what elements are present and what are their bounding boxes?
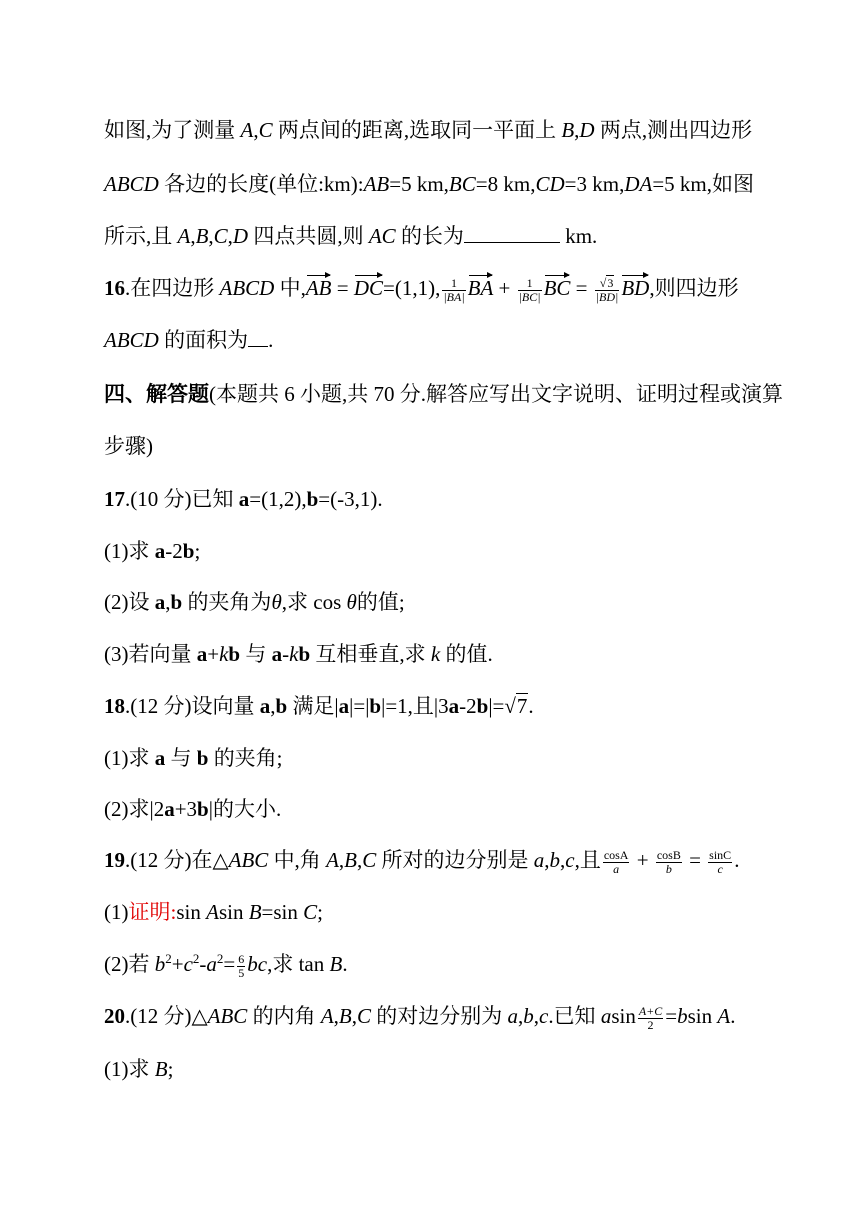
text: B [561,118,575,142]
denominator: 5 [238,965,245,980]
vector-ab: AB [306,272,332,298]
text: B [195,224,209,248]
text: - [282,642,290,666]
text: 与 [165,746,197,770]
text: =sin [261,900,304,924]
numerator: 1 [442,277,465,291]
text: B [329,952,343,976]
exponent: 2 [192,951,200,966]
text: a [600,1004,612,1028]
vector-bd: BD [621,272,649,298]
text: DA [624,172,653,196]
fraction [656,849,682,876]
text: . [528,694,534,718]
text: c [183,952,193,976]
text: 两点,测出四边形 [594,118,753,142]
answer-blank[interactable] [248,326,268,347]
section-title: 四、解答题 [104,382,209,406]
section-4-heading [104,380,800,408]
denominator: |BA| [443,289,465,304]
text: 的面积为 [158,328,249,352]
text: (3)若向量 [104,642,197,666]
denominator: a [613,861,620,876]
text: .已知 [548,1004,601,1028]
text: b [182,539,195,563]
text: b [677,1004,688,1028]
text: (1)求 [104,1057,155,1081]
text: θ [346,590,357,614]
text: C [356,1004,371,1028]
text: b [523,1004,534,1028]
text: a [154,746,166,770]
text: b [306,487,319,511]
fraction [708,849,732,876]
q19-part-1 [104,898,800,926]
fraction [638,1005,663,1032]
question-number: 16 [104,276,125,300]
text: -2 [165,539,183,563]
text: , [253,118,259,142]
q20-stem [104,1002,800,1032]
text: a [238,487,250,511]
text: 的长为 [395,224,464,248]
exponent: 2 [216,951,224,966]
numerator: 6 [238,951,245,966]
text: B [338,1004,352,1028]
text: k [289,642,299,666]
text: .在四边形 [125,276,220,300]
text: =5 km, [389,172,449,196]
numerator: cosA [603,847,629,862]
text: = [683,848,707,872]
q17-stem [104,485,800,513]
denominator: |BC| [518,289,541,304]
text: . [268,328,274,352]
text: + [171,952,184,976]
answer-blank[interactable] [464,222,560,243]
vector-dc: DC [354,272,383,298]
text: b [228,642,241,666]
text: -2 [459,694,477,718]
text: 两点间的距离,选取同一平面上 [272,118,562,142]
text: bc [247,952,268,976]
q16-line-2 [104,326,800,354]
q20-part-1 [104,1055,800,1083]
text: A [717,1004,731,1028]
text: , [574,118,580,142]
text: b [275,694,288,718]
section-desc: (本题共 6 小题,共 70 分.解答应写出文字说明、证明过程或演算 [209,382,783,406]
text: BC [448,172,476,196]
text: D [232,224,249,248]
fraction [518,277,542,304]
text: km. [559,224,598,248]
text: , [517,1004,524,1028]
text: = [331,276,354,300]
q17-part-2 [104,588,800,616]
fraction [603,849,630,876]
q19-part-2 [104,950,800,980]
numerator: cosB [656,847,681,862]
text: ,则四边形 [649,276,739,300]
text: B [344,848,357,872]
text: sin [176,900,207,924]
text: (2)求|2 [104,797,165,821]
text: .(10 分)已知 [125,487,239,511]
text: =(-3,1). [318,487,383,511]
text: C [258,118,273,142]
section-4-heading-cont [104,432,800,460]
text: b [170,590,183,614]
text: D [579,118,595,142]
text: k [219,642,229,666]
text: a [448,694,460,718]
text: =5 km,如图 [652,172,755,196]
text: .(12 分)在△ [125,848,229,872]
text: =8 km, [475,172,536,196]
sqrt-sign: √ [504,694,516,718]
text: k [430,642,441,666]
text: ; [194,539,201,563]
text: |的大小. [208,797,282,821]
text: sin [218,900,249,924]
text: + [493,276,516,300]
text: , [270,694,276,718]
text: 各边的长度(单位:km): [158,172,364,196]
text: , [208,224,214,248]
q17-part-3 [104,640,800,668]
text: , [356,848,363,872]
q18-part-2 [104,795,800,823]
text: 的夹角; [208,746,283,770]
radicand: 3 [607,275,614,290]
text: , [533,1004,539,1028]
numerator: A+C [638,1003,663,1018]
text: a [338,694,350,718]
text: (1)求 [104,746,155,770]
text: AB [363,172,390,196]
question-number: 18 [104,694,125,718]
text: , [559,848,566,872]
text: b [154,952,166,976]
text: θ [271,590,282,614]
text: (2)设 [104,590,155,614]
text: 中,角 [268,848,327,872]
text: B [248,900,262,924]
text: = [665,1004,678,1028]
text: 中, [274,276,306,300]
text: ABC [207,1004,248,1028]
text: a [196,642,208,666]
text: 四点共圆,则 [248,224,369,248]
section-desc: 步骤) [104,434,153,458]
text: . [342,952,348,976]
text: b [549,848,560,872]
text: a [271,642,283,666]
numerator: 1 [518,277,542,291]
text: . [734,848,740,872]
text: , [333,1004,339,1028]
fraction [595,277,620,304]
text: 与 [240,642,272,666]
text: 的夹角为 [182,590,272,614]
text: 如图,为了测量 [104,118,241,142]
text: .(12 分)设向量 [125,694,260,718]
q18-stem [104,692,800,720]
text: =(1,1), [383,276,441,300]
text: |=| [349,694,370,718]
exponent: 2 [165,951,172,966]
q16-line-1 [104,272,800,304]
text: 的值; [356,590,405,614]
text: ABC [228,848,269,872]
q15-line-2 [104,170,800,198]
text: b [197,797,209,821]
text: C [213,224,228,248]
text: 的值. [440,642,493,666]
text: (1)求 [104,539,155,563]
text: 的对边分别为 [370,1004,508,1028]
text: sin [611,1004,636,1028]
text: b [476,694,489,718]
q19-stem [104,846,800,876]
text: A [240,118,254,142]
text: (2)若 [104,952,155,976]
q15-line-1 [104,116,800,144]
text: , [351,1004,357,1028]
text: c [538,1004,549,1028]
q18-part-1 [104,744,800,772]
text: .(12 分)△ [125,1004,208,1028]
text: , [544,848,550,872]
text: B [154,1057,168,1081]
text: 所示,且 [104,224,178,248]
q15-line-3 [104,222,800,250]
text: =3 km, [564,172,625,196]
text: , [165,590,171,614]
numerator: √3 [595,277,620,291]
text: a [507,1004,518,1028]
vector-bc: BC [544,272,571,298]
text: 满足| [287,694,339,718]
denominator: b [665,861,672,876]
text: C [362,848,377,872]
text: 的内角 [247,1004,321,1028]
text: A [326,848,339,872]
numerator: sinC [709,847,732,862]
text: +3 [174,797,198,821]
text: ,求 cos [281,590,347,614]
text: , [190,224,196,248]
text: CD [535,172,565,196]
text: + [207,642,220,666]
text: a [206,952,217,976]
text: ABCD [104,172,159,196]
text: 所对的边分别是 [376,848,534,872]
q17-part-1 [104,537,800,565]
text: b [369,694,382,718]
vector-ba: BA [468,272,494,298]
denominator: c [717,861,723,876]
text: |=1,且|3 [381,694,449,718]
text: b [196,746,209,770]
text: c [565,848,575,872]
text: ABCD [104,328,159,352]
text: A [177,224,191,248]
question-number: 19 [104,848,125,872]
text: a [154,539,166,563]
text: = [570,276,593,300]
text: , [227,224,233,248]
text: ,求 tan [267,952,330,976]
denominator: |BD| [595,289,619,304]
question-number: 20 [104,1004,125,1028]
text: |= [488,694,505,718]
text: a [154,590,166,614]
text: A [206,900,219,924]
text: ; [317,900,323,924]
fraction [442,277,465,304]
radicand: 7 [516,694,528,718]
text: = [223,952,236,976]
text: =(1,2), [249,487,307,511]
fraction [237,953,245,980]
text: a [533,848,545,872]
text: a [259,694,271,718]
text: sin [687,1004,718,1028]
text: C [303,900,318,924]
text: ,且 [574,848,601,872]
text: AC [368,224,396,248]
text: b [298,642,311,666]
text: ; [167,1057,174,1081]
proof-label: 证明: [128,900,177,924]
text: a [164,797,175,821]
text: A [320,1004,334,1028]
text: (1) [104,900,129,924]
text: , [338,848,345,872]
denominator: 2 [647,1017,654,1032]
text: 互相垂直,求 [310,642,431,666]
text: . [730,1004,736,1028]
text: - [199,952,207,976]
question-number: 17 [104,487,125,511]
text: + [631,848,654,872]
text: ABCD [219,276,275,300]
